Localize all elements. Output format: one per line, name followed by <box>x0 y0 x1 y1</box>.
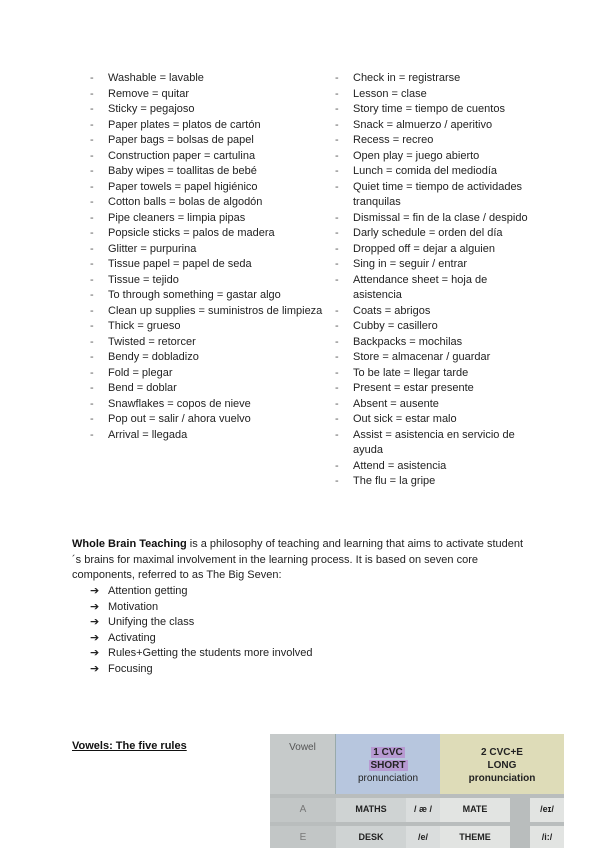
vocab-item: - Clean up supplies = suministros de limpieza <box>90 304 323 317</box>
vocab-item: - Construction paper = cartulina <box>90 149 256 162</box>
vocab-item: - Sticky = pegajoso <box>90 103 195 115</box>
vocab-item: - Washable = lavable <box>90 72 204 84</box>
vocab-item: - Check in = registrarse <box>335 72 461 84</box>
whole-brain-teaching-term: Whole Brain Teaching <box>72 538 187 550</box>
vocab-item: - Tissue = tejido <box>90 273 179 286</box>
long-example-word: THEME <box>440 826 510 848</box>
long-phonetic-symbol: /i:/ <box>530 826 564 848</box>
vocabulary-columns <box>88 71 558 490</box>
vocab-item: - Popsicle sticks = palos de madera <box>90 227 275 239</box>
vocab-item: - Recess = recreo <box>335 134 434 146</box>
vocab-item: - The flu = la gripe <box>335 475 436 487</box>
component-item: ➔ Focusing <box>90 662 313 678</box>
vowel-header: Vowel <box>270 734 336 794</box>
vocab-item: - Open play = juego abierto <box>335 149 480 162</box>
component-item: ➔ Activating <box>90 631 313 647</box>
short-example-word: MATHS <box>336 798 406 822</box>
arrow-icon: ➔ <box>90 647 100 659</box>
vocab-item: - Dismissal = fin de la clase / despido <box>335 211 528 224</box>
component-item: ➔ Rules+Getting the students more involved <box>90 646 313 662</box>
vocab-item: - Cubby = casillero <box>335 320 438 332</box>
vocab-item: - Sing in = seguir / entrar <box>335 258 468 270</box>
vocab-item: - To through something = gastar algo <box>90 289 281 301</box>
long-phonetic-symbol: /eɪ/ <box>530 798 564 822</box>
vocab-item: - Present = estar presente <box>335 382 474 394</box>
vocab-item: - Fold = plegar <box>90 366 173 379</box>
vocab-item: - Story time = tiempo de cuentos <box>335 103 505 115</box>
vocab-item: - Assist = asistencia en servicio de ayuda <box>335 428 515 456</box>
long-pronunciation-header: 2 CVC+E LONG pronunciation <box>440 734 564 794</box>
vocab-item: - Absent = ausente <box>335 397 439 410</box>
vocab-item: - Backpacks = mochilas <box>335 335 463 348</box>
vocab-item: - Attend = asistencia <box>335 459 447 472</box>
vocab-item: - To be late = llegar tarde <box>335 366 469 379</box>
vocab-item: - Paper towels = papel higiénico <box>90 180 258 193</box>
vocab-item: - Remove = quitar <box>90 87 190 100</box>
vocab-item: - Lesson = clase <box>335 87 427 100</box>
long-example-word: MATE <box>440 798 510 822</box>
vocab-item: - Baby wipes = toallitas de bebé <box>90 165 257 177</box>
arrow-icon: ➔ <box>90 662 100 675</box>
vocab-item: - Store = almacenar / guardar <box>335 351 491 363</box>
vocab-item: - Paper bags = bolsas de papel <box>90 134 254 146</box>
short-phonetic-symbol: / æ / <box>406 798 440 822</box>
vocab-item: - Pipe cleaners = limpia pipas <box>90 211 246 224</box>
vocab-item: - Snack = almuerzo / aperitivo <box>335 118 493 131</box>
vocab-item: - Paper plates = platos de cartón <box>90 118 261 131</box>
component-item: ➔ Motivation <box>90 600 313 616</box>
vowel-letter: E <box>270 826 336 848</box>
vocab-item: - Cotton balls = bolas de algodón <box>90 196 263 208</box>
vocab-item: - Arrival = llegada <box>90 428 188 441</box>
vocab-item: - Attendance sheet = hoja de asistencia <box>335 273 488 301</box>
vocab-item: - Coats = abrigos <box>335 304 431 317</box>
arrow-icon: ➔ <box>90 631 100 644</box>
arrow-icon: ➔ <box>90 616 100 628</box>
vocab-item: - Lunch = comida del mediodía <box>335 165 498 177</box>
vowels-section-title: Vowels: The five rules <box>72 740 187 752</box>
intro-text: is a philosophy of teaching and learning that aims to activate student´s brains for maximal involvement in the learning process. It is based on seven core components, referred to as The Big Seven: <box>72 538 524 581</box>
short-phonetic-symbol: /e/ <box>406 826 440 848</box>
arrow-icon: ➔ <box>90 600 100 613</box>
big-seven-list <box>90 584 313 677</box>
vocab-item: - Quiet time = tiempo de actividades tranquilas <box>335 180 523 208</box>
vocab-item: - Thick = grueso <box>90 320 181 332</box>
short-pronunciation-header: 1 CVC SHORT pronunciation <box>336 734 440 794</box>
vocab-item: - Out sick = estar malo <box>335 413 457 425</box>
vocab-item: - Bend = doblar <box>90 382 177 394</box>
component-item: ➔ Attention getting <box>90 584 313 600</box>
vocab-item: - Tissue papel = papel de seda <box>90 258 252 270</box>
vocab-list-left <box>88 71 333 490</box>
vowel-chart-photo <box>270 734 564 848</box>
vowel-letter: A <box>270 798 336 822</box>
arrow-icon: ➔ <box>90 585 100 597</box>
vocab-item: - Darly schedule = orden del día <box>335 227 503 239</box>
vocab-item: - Glitter = purpurina <box>90 242 197 255</box>
vocab-item: - Bendy = dobladizo <box>90 351 199 363</box>
vocab-item: - Dropped off = dejar a alguien <box>335 242 495 255</box>
vocab-list-right <box>333 71 538 490</box>
vocab-item: - Snawflakes = copos de nieve <box>90 397 251 410</box>
whole-brain-teaching-paragraph <box>72 537 532 584</box>
component-item: ➔ Unifying the class <box>90 615 313 631</box>
short-example-word: DESK <box>336 826 406 848</box>
vocab-item: - Twisted = retorcer <box>90 335 196 348</box>
vocab-item: - Pop out = salir / ahora vuelvo <box>90 413 251 425</box>
